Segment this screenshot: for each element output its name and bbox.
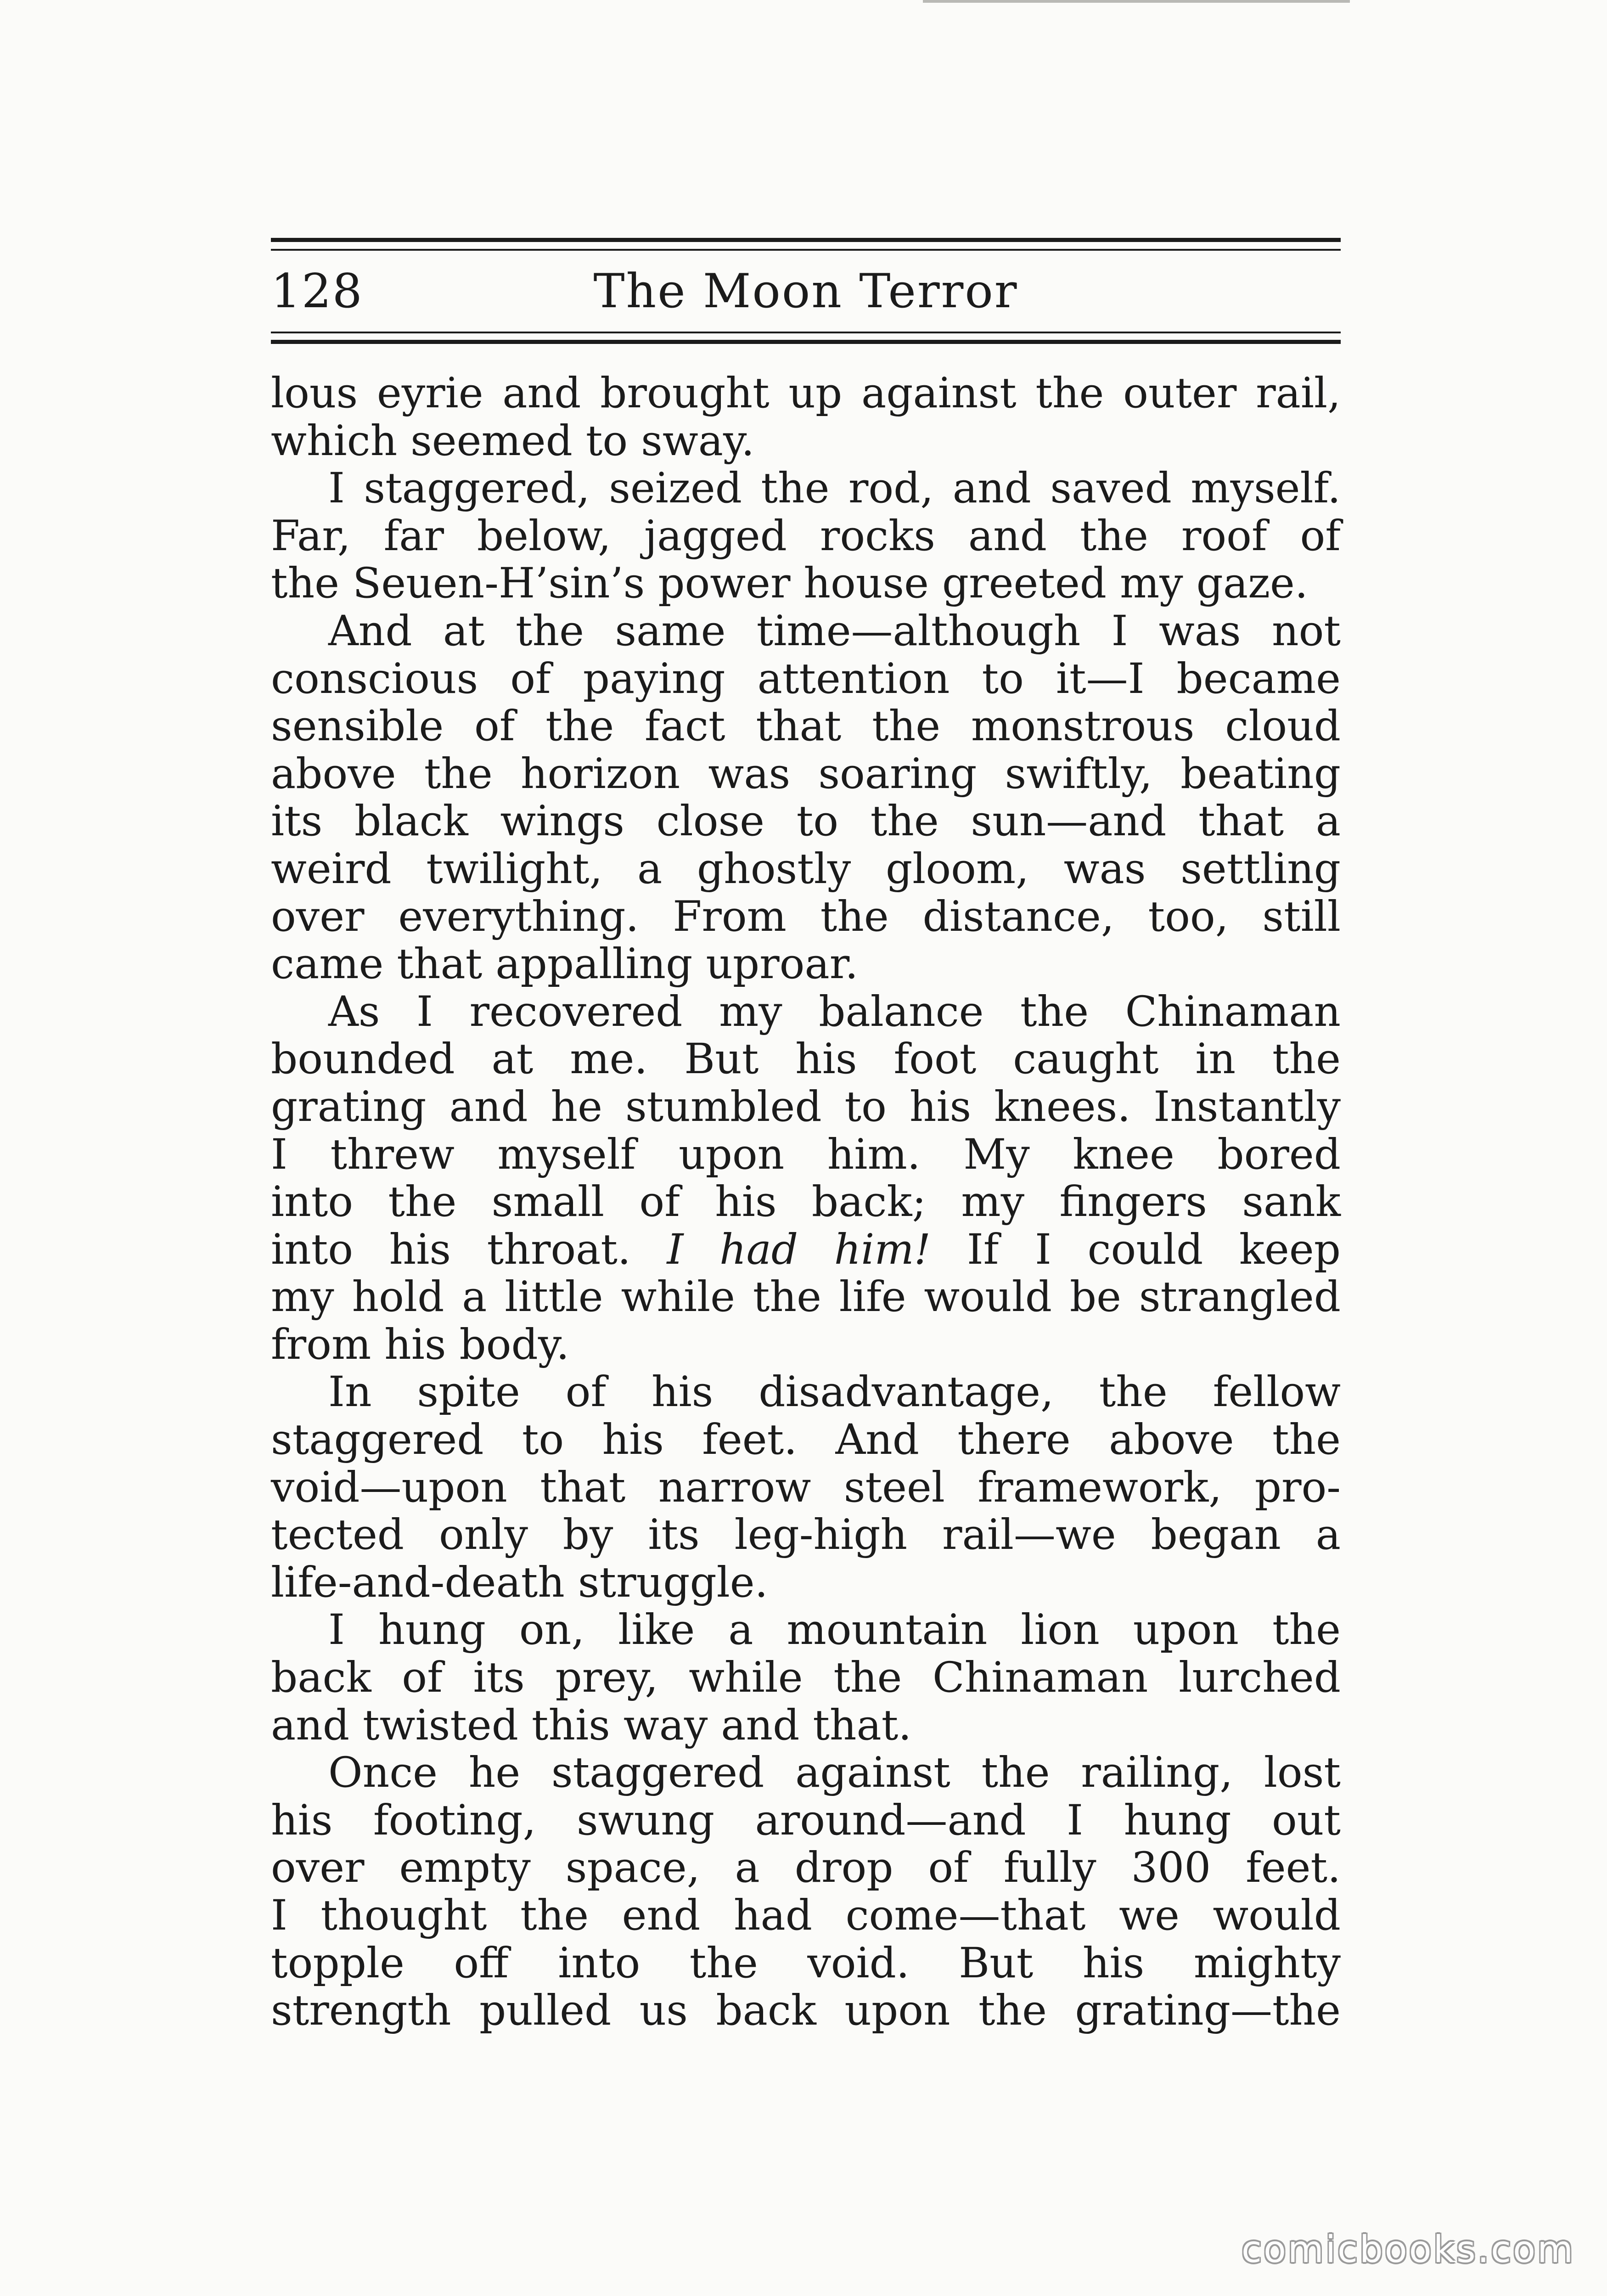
text-line: As I recovered my balance the Chinaman (328, 987, 1341, 1036)
text-line: I staggered, seized the rod, and saved myself. (328, 464, 1341, 513)
text-line: strength pulled us back upon the grating—the (271, 1986, 1341, 2035)
page-number: 128 (271, 264, 363, 319)
italic-emphasis: I had him! (667, 1225, 931, 1274)
text-line: bounded at me. But his foot caught in the (271, 1035, 1341, 1084)
text-line: In spite of his disadvantage, the fellow (328, 1368, 1341, 1417)
page-header (271, 259, 1341, 324)
text-line: void—upon that narrow steel framework, pro- (271, 1463, 1341, 1512)
header-top-rule-thin (271, 249, 1341, 251)
text-line: weird twilight, a ghostly gloom, was settling (271, 844, 1341, 893)
text-line: conscious of paying attention to it—I became (271, 654, 1341, 703)
text-line: which seemed to sway. (271, 416, 755, 465)
header-bottom-rule-thick (271, 340, 1341, 344)
text-line: Far, far below, jagged rocks and the roof of (271, 512, 1341, 560)
text-line: lous eyrie and brought up against the outer rail, (271, 369, 1341, 417)
text-line: came that appalling uproar. (271, 940, 859, 989)
header-top-rule-thick (271, 238, 1341, 242)
text-line: and twisted this way and that. (271, 1701, 912, 1750)
text-line: And at the same time—although I was not (328, 607, 1341, 655)
watermark: comicbooks.com (1241, 2228, 1575, 2271)
text-line: from his body. (271, 1320, 570, 1369)
text-line: topple off into the void. But his mighty (271, 1939, 1341, 1987)
text-line: his footing, swung around—and I hung out (271, 1796, 1341, 1845)
text-line: into his throat. I had him! If I could keep (271, 1225, 1341, 1274)
text-line: the Seuen-H’sin’s power house greeted my gaze. (271, 559, 1308, 608)
text-line: over empty space, a drop of fully 300 feet. (271, 1844, 1341, 1892)
text-line: I threw myself upon him. My knee bored (271, 1130, 1341, 1179)
top-edge-line (923, 0, 1350, 3)
text-line: sensible of the fact that the monstrous cloud (271, 702, 1341, 751)
text-line: I thought the end had come—that we would (271, 1891, 1341, 1940)
text-line: into the small of his back; my fingers sank (271, 1178, 1341, 1227)
text-line: staggered to his feet. And there above the (271, 1416, 1341, 1464)
text-line: over everything. From the distance, too, still (271, 892, 1341, 941)
running-title: The Moon Terror (593, 264, 1018, 319)
text-line: its black wings close to the sun—and that a (271, 797, 1341, 846)
body-text (271, 370, 1341, 2035)
header-bottom-rule-thin (271, 332, 1341, 333)
text-line: back of its prey, while the Chinaman lurched (271, 1654, 1341, 1702)
text-line: life-and-death struggle. (271, 1558, 768, 1607)
text-line: tected only by its leg-high rail—we began a (271, 1511, 1341, 1559)
text-line: grating and he stumbled to his knees. Instantly (271, 1082, 1341, 1131)
text-line: my hold a little while the life would be strangled (271, 1273, 1341, 1322)
text-line: I hung on, like a mountain lion upon the (328, 1606, 1341, 1654)
text-line: Once he staggered against the railing, lost (328, 1749, 1341, 1797)
text-line: above the horizon was soaring swiftly, beating (271, 749, 1341, 798)
